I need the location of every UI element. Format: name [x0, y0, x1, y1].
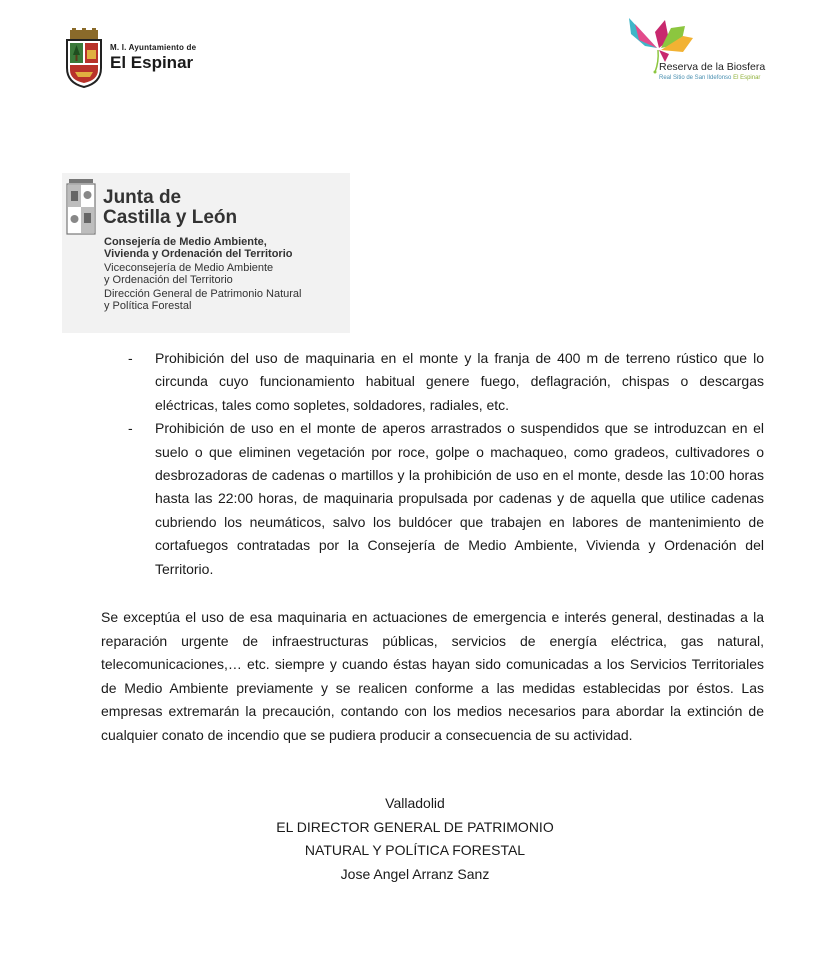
junta-name: [103, 188, 237, 228]
biosphere-title: Reserva de la Biosfera: [659, 61, 766, 73]
biosphere-subtitle-green: El Espinar: [733, 75, 761, 81]
signature-title-line1: EL DIRECTOR GENERAL DE PATRIMONIO: [276, 818, 554, 835]
biosphere-subtitle: [659, 75, 760, 81]
consejeria-line2: Vivienda y Ordenación del Territorio: [104, 247, 293, 260]
signature-block: [250, 792, 580, 886]
direccion-line2: y Política Forestal: [104, 299, 192, 312]
municipality-prefix: M. I. Ayuntamiento de: [110, 43, 197, 52]
viceconsejeria-line2: y Ordenación del Territorio: [104, 273, 233, 286]
municipality-name: El Espinar: [110, 53, 194, 72]
consejeria-line1: Consejería de Medio Ambiente,: [104, 236, 267, 248]
castilla-leon-shield-icon: [66, 179, 96, 237]
coat-of-arms-icon: [64, 28, 104, 88]
list-item-text: Prohibición de uso en el monte de aperos arrastrados o suspendidos que se introduzcan en el suelo o que eliminen vegetación por roce, golpe o machaqueo, como gradeos, cultivadores o desbrozadoras de cadenas o martillos y la prohibición de uso en el monte, desde las 10:00 horas hasta las 22:00 horas, de maquinaria propulsada por cadenas y de aquella que utilice cadenas cubriendo los neumáticos, salvo los buldócer que trabajen en labores de mantenimiento de cortafuegos contratadas por la Consejería de Medio Ambiente, Vivienda y Ordenación del Territorio.: [155, 420, 764, 577]
exception-paragraph: Se exceptúa el uso de esa maquinaria en actuaciones de emergencia e interés general, destinadas a la reparación urgente de infraestructuras públicas, servicios de energía eléctrica, gas natural, telecomunicaciones,… etc. siempre y cuando éstas hayan sido comunicadas a los Servicios Territoriales de Medio Ambiente previamente y se realicen conforme a las medidas establecidas por éstos. Las empresas extremarán la precaución, contando con los medios necesarios para abordar la extinción de cualquier conato de incendio que se pudiera producir a consecuencia de su actividad.: [101, 609, 764, 743]
bullet-marker: -: [128, 350, 133, 366]
signature-title-line2: NATURAL Y POLÍTICA FORESTAL: [304, 842, 526, 858]
list-item: [128, 417, 764, 581]
biosphere-subtitle-blue: Real Sitio de San Ildefonso: [659, 75, 732, 81]
junta-name-line1: Junta de: [103, 187, 182, 208]
signature-place: Valladolid: [385, 795, 445, 811]
bullet-marker: -: [128, 420, 133, 437]
viceconsejeria-line1: Viceconsejería de Medio Ambiente: [104, 262, 274, 274]
junta-castilla-leon-header: [62, 173, 350, 333]
signature-name: Jose Angel Arranz Sanz: [340, 865, 490, 882]
junta-departments: [104, 237, 301, 312]
junta-name-line2: Castilla y León: [103, 207, 238, 228]
direccion-line1: Dirección General de Patrimonio Natural: [104, 288, 302, 300]
list-item: [128, 347, 764, 417]
el-espinar-logo: [64, 28, 196, 88]
biosphere-reserve-logo: [625, 14, 785, 86]
list-item-text: Prohibición del uso de maquinaria en el monte y la franja de 400 m de terreno rústico que lo circunda cuyo funcionamiento habitual genere fuego, deflagración, chispas o descargas eléctricas, tales como sopletes, soldadores, radiales, etc.: [155, 350, 764, 413]
prohibitions-list: [128, 347, 764, 581]
